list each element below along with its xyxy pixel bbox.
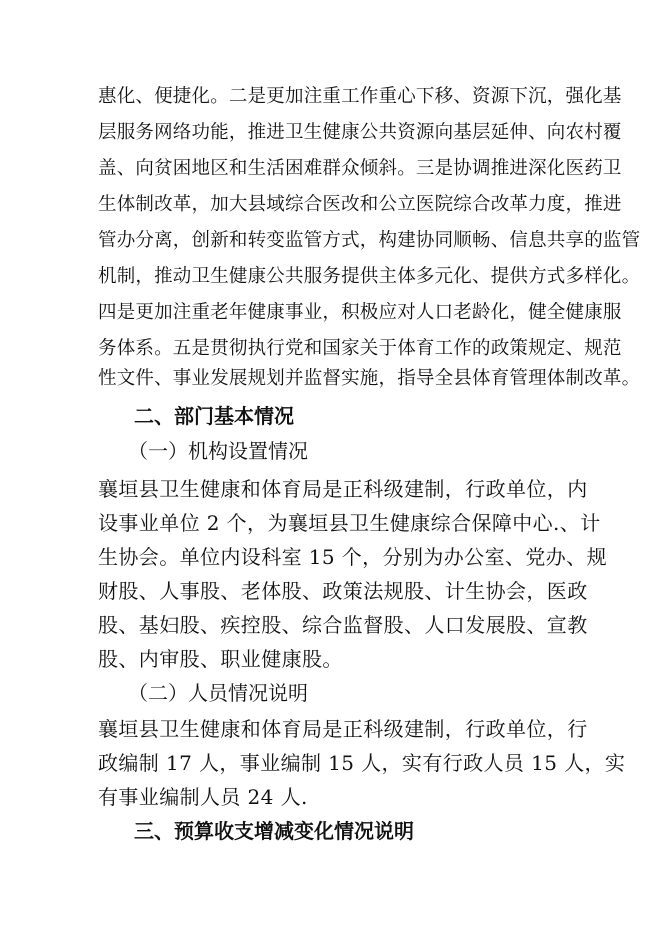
org-line-2: 设事业单位 2 个，为襄垣县卫生健康综合保障中心.、计 <box>98 511 601 535</box>
org-line-4: 财股、人事股、老体股、政策法规股、计生协会，医政 <box>98 579 588 603</box>
intro-line-6: 机制，推动卫生健康公共服务提供主体多元化、提供方式多样化。 <box>98 266 641 287</box>
intro-line-3: 盖、向贫困地区和生活困难群众倾斜。三是协调推进深化医药卫 <box>98 158 622 179</box>
org-line-1: 襄垣县卫生健康和体育局是正科级建制，行政单位，内 <box>98 477 588 501</box>
intro-line-7: 四是更加注重老年健康事业，积极应对人口老龄化，健全健康服 <box>98 302 622 323</box>
intro-line-2: 层服务网络功能，推进卫生健康公共资源向基层延伸、向农村覆 <box>98 122 622 143</box>
intro-line-9: 性文件、事业发展规划并监督实施，指导全县体育管理体制改革。 <box>98 368 641 389</box>
subsection-1-heading: （一）机构设置情况 <box>128 439 308 463</box>
intro-line-1: 惠化、便捷化。二是更加注重工作重心下移、资源下沉，强化基 <box>98 86 622 107</box>
intro-line-4: 生体制改革，加大县域综合医改和公立医院综合改革力度，推进 <box>98 194 622 215</box>
subsection-2-heading: （二）人员情况说明 <box>128 681 308 705</box>
staff-line-2: 政编制 17 人，事业编制 15 人，实有行政人员 15 人，实 <box>98 751 626 775</box>
intro-line-8: 务体系。五是贯彻执行党和国家关于体育工作的政策规定、规范 <box>98 338 622 359</box>
intro-line-5: 管办分离，创新和转变监管方式，构建协同顺畅、信息共享的监管 <box>98 230 641 251</box>
org-line-5: 股、基妇股、疾控股、综合监督股、人口发展股、宣教 <box>98 613 588 637</box>
org-line-6: 股、内审股、职业健康股。 <box>98 647 343 671</box>
section-2-heading: 二、部门基本情况 <box>134 404 294 428</box>
section-3-heading: 三、预算收支增减变化情况说明 <box>134 819 414 843</box>
staff-line-3: 有事业编制人员 24 人. <box>98 785 308 809</box>
org-line-3: 生协会。单位内设科室 15 个，分别为办公室、党办、规 <box>98 545 607 569</box>
staff-line-1: 襄垣县卫生健康和体育局是正科级建制，行政单位，行 <box>98 717 588 741</box>
